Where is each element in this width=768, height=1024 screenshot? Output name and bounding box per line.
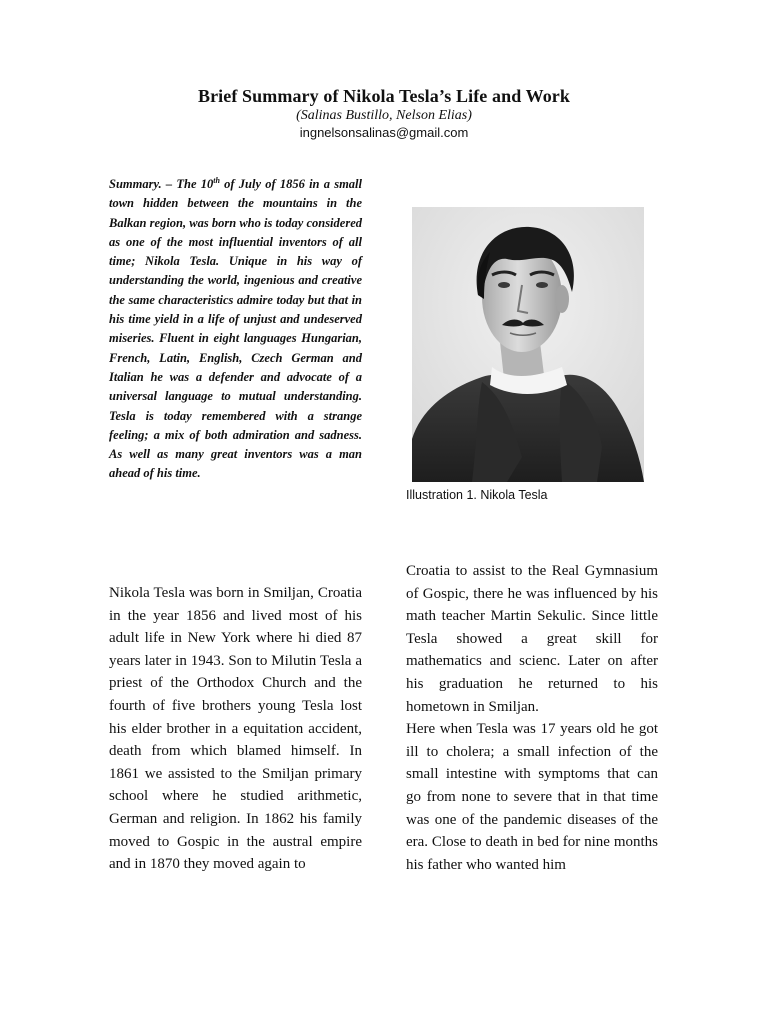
author-email: ingnelsonsalinas@gmail.com: [299, 125, 469, 140]
figure-caption: Illustration 1. Nikola Tesla: [406, 488, 548, 502]
portrait-illustration: [412, 207, 644, 482]
portrait-photo: [412, 207, 644, 482]
summary-lead: Summary. – The 10: [109, 177, 214, 191]
summary-abstract: [109, 175, 362, 484]
document-title: Brief Summary of Nikola Tesla’s Life and Work: [197, 86, 571, 106]
body-paragraph: Nikola Tesla was born in Smiljan, Croatia in the year 1856 and lived most of his adult life in New York where hi died 87 years later in 1943. Son to Milutin Tesla a priest of the Orthodox Church and the fourth of five brothers young Tesla lost his elder brother in a equitation accident, death from which blamed himself. In 1861 we assisted to the Smiljan primary school where he studied arithmetic, German and religion. In 1862 his family moved to Gospic in the austral empire and in 1870 they moved again to: [109, 585, 362, 873]
body-column-right: [406, 560, 658, 876]
author-names: (Salinas Bustillo, Nelson Elias): [296, 108, 472, 123]
body-paragraph: Croatia to assist to the Real Gymnasium of Gospic, there he was influenced by his math teacher Martin Sekulic. Since little Tesla showed a great skill for mathematics and scienc. Later on after his graduation he returned to his hometown in Smiljan.: [406, 563, 658, 715]
summary-body: of July of 1856 in a small town hidden between the mountains in the Balkan region, was born who is today considered as one of the most influential inventors of all time; Nikola Tesla. Unique in his way of understanding the world, ingenious and creative the same characteristics admire today but that in his time yield in a life of unjust and undeserved miseries. Fluent in eight languages Hungarian, French, Latin, English, Czech German and Italian he was a defender and advocate of a universal language to mutual understanding. Tesla is today remembered with a strange feeling; a mix of both admiration and sadness. As well as many great inventors was a man ahead of his time.: [109, 177, 362, 481]
body-paragraph: Here when Tesla was 17 years old he got ill to cholera; a small infection of the small intestine with symptoms that can go from none to severe that in that time was one of the pandemic diseases of the era. Close to death in bed for nine months his father who wanted him: [406, 721, 658, 873]
body-column-left: [109, 582, 362, 876]
summary-superscript: th: [213, 175, 220, 185]
